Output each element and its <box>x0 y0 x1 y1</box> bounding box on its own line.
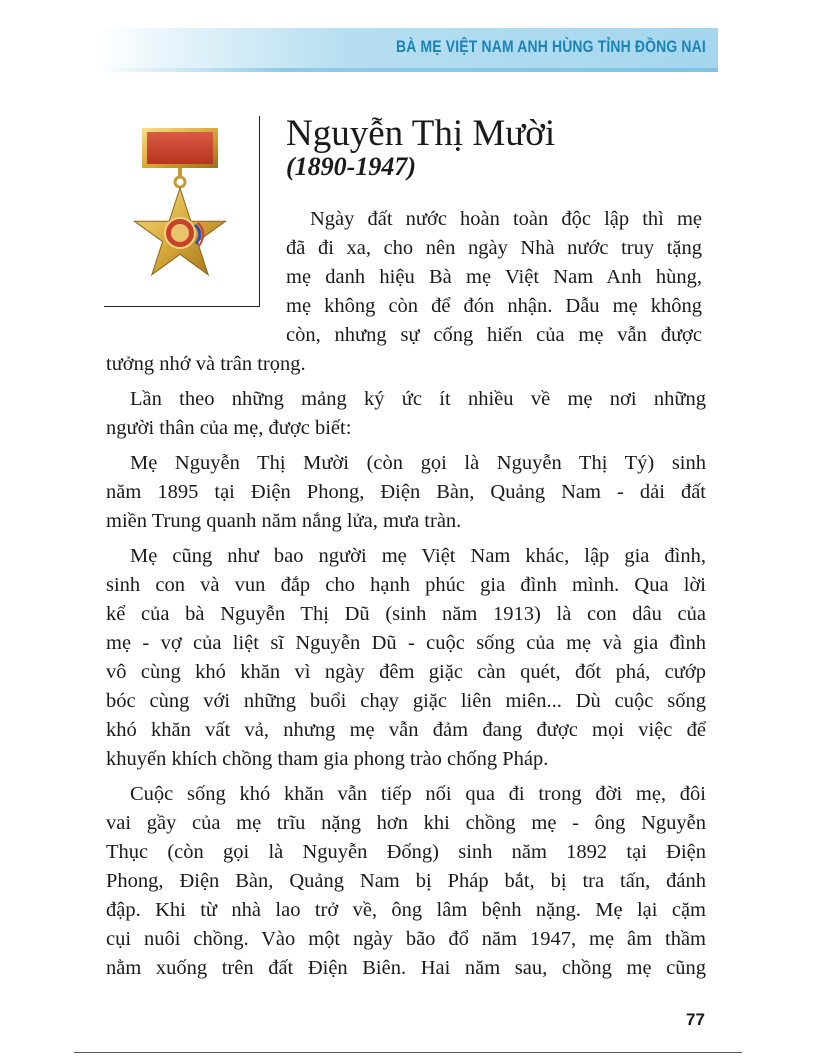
body-line: Thục (còn gọi là Nguyễn Đống) sinh năm 1892 tại Điện <box>106 841 706 863</box>
footer-rule <box>74 1052 742 1053</box>
body-line: nằm xuống trên đất Điện Biên. Hai năm sau, chồng mẹ cũng <box>106 957 706 979</box>
body-line: vô cùng khó khăn vì ngày đêm giặc càn quét, đốt phá, cướp <box>106 661 706 683</box>
body-line: Ngày đất nước hoàn toàn độc lập thì mẹ <box>310 208 702 230</box>
body-line: Phong, Điện Bàn, Quảng Nam bị Pháp bắt, bị tra tấn, đánh <box>106 870 706 892</box>
body-line: người thân của mẹ, được biết: <box>106 417 352 439</box>
body-line: miền Trung quanh năm nắng lửa, mưa tràn. <box>106 510 462 532</box>
body-line: mẹ danh hiệu Bà mẹ Việt Nam Anh hùng, <box>286 266 702 288</box>
body-line: tưởng nhớ và trân trọng. <box>106 353 306 375</box>
body-line: mẹ - vợ của liệt sĩ Nguyễn Dũ - cuộc sống của mẹ và gia đình <box>106 632 706 654</box>
body-line: còn, nhưng sự cống hiến của mẹ vẫn được <box>286 324 702 346</box>
running-header <box>98 28 718 68</box>
body-line: khó khăn vất vả, nhưng mẹ vẫn đảm đang được mọi việc để <box>106 719 706 741</box>
hero-mother-medal-icon <box>112 120 242 302</box>
body-line: năm 1895 tại Điện Phong, Điện Bàn, Quảng Nam - dải đất <box>106 481 706 503</box>
body-line: Cuộc sống khó khăn vẫn tiếp nối qua đi trong đời mẹ, đôi <box>130 783 706 805</box>
body-line: khuyến khích chồng tham gia phong trào chống Pháp. <box>106 748 549 770</box>
body-line: kể của bà Nguyễn Thị Dũ (sinh năm 1913) là con dâu của <box>106 603 706 625</box>
body-line: cụi nuôi chồng. Vào một ngày bão đổ năm 1947, mẹ âm thầm <box>106 928 706 950</box>
body-line: Lần theo những mảng ký ức ít nhiều về mẹ nơi những <box>130 388 706 410</box>
medal-photo-frame <box>104 116 260 307</box>
body-line: sinh con và vun đắp cho hạnh phúc gia đình mình. Qua lời <box>106 574 706 596</box>
body-line: mẹ không còn để đón nhận. Dẫu mẹ không <box>286 295 702 317</box>
body-line: Mẹ Nguyễn Thị Mười (còn gọi là Nguyễn Thị Tý) sinh <box>130 452 706 474</box>
body-line: đập. Khi từ nhà lao trở về, ông lâm bệnh nặng. Mẹ lại cặm <box>106 899 706 921</box>
body-line: bóc cùng với những buổi chạy giặc liên miên... Dù cuộc sống <box>106 690 706 712</box>
page-number: 77 <box>686 1010 705 1029</box>
body-line: Mẹ cũng như bao người mẹ Việt Nam khác, lập gia đình, <box>130 545 706 567</box>
body-line: vai gầy của mẹ trĩu nặng hơn khi chồng mẹ - ông Nguyễn <box>106 812 706 834</box>
body-line: đã đi xa, cho nên ngày Nhà nước truy tặng <box>286 237 702 259</box>
mother-name: Nguyễn Thị Mười <box>286 113 556 154</box>
mother-years: (1890-1947) <box>286 152 416 181</box>
running-title: BÀ MẸ VIỆT NAM ANH HÙNG TỈNH ĐỒNG NAI <box>396 37 706 56</box>
